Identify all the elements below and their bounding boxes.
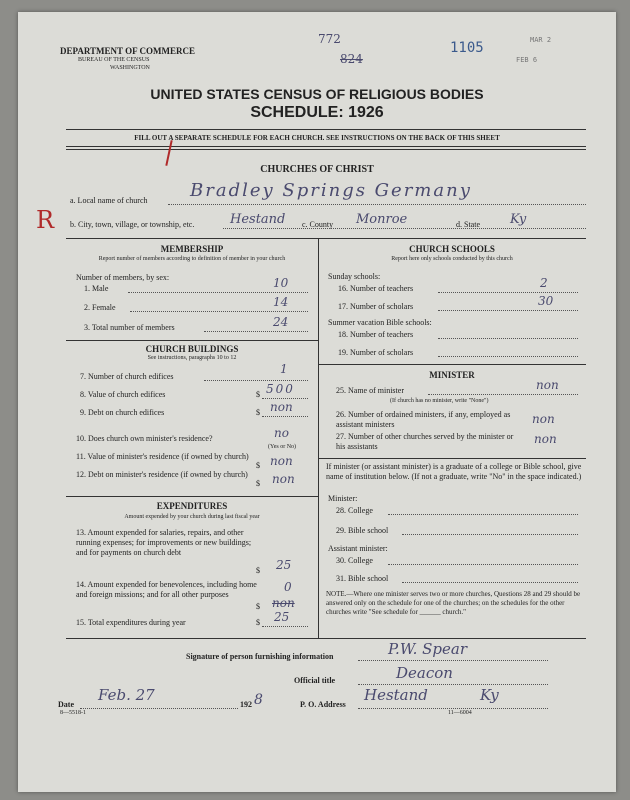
bible-school-2-label: 31. Bible school	[336, 574, 389, 583]
bureau-label: BUREAU OF THE CENSUS	[78, 57, 150, 63]
benevolences-label: 14. Amount expended for benevolences, including home and foreign missions; and for all other purposes	[76, 580, 257, 599]
membership-title: MEMBERSHIP	[160, 244, 224, 254]
schools-note: Report here only schools conducted by this church	[391, 256, 513, 262]
title-schedule: SCHEDULE: 1926	[250, 104, 384, 121]
official-title-value: Deacon	[396, 664, 453, 682]
state-value: Ky	[510, 212, 527, 227]
benevolences-value: 0	[284, 580, 292, 594]
residence-owned-label: 10. Does church own minister's residence?	[76, 434, 213, 443]
year-prefix: 192	[240, 700, 252, 709]
edifice-debt-label: 9. Debt on church edifices	[80, 408, 165, 417]
yes-no-note: (Yes or No)	[268, 444, 297, 450]
summer-scholars-label: 19. Number of scholars	[338, 348, 414, 357]
expenditures-note: Amount expended by your church during last fiscal year	[124, 514, 260, 520]
edifice-value-label: 8. Value of church edifices	[80, 390, 166, 399]
no-minister-note: (If church has no minister, write "None")	[390, 398, 489, 404]
denomination: CHURCHES OF CHRIST	[260, 164, 374, 175]
instruction: FILL OUT A SEPARATE SCHEDULE FOR EACH CHURCH. SEE INSTRUCTIONS ON THE BACK OF THIS SHEET	[134, 134, 500, 142]
edifice-debt-value: non	[270, 400, 293, 414]
state-label: d. State	[456, 220, 480, 229]
census-schedule-page	[18, 12, 616, 792]
running-expenses-label: 13. Amount expended for salaries, repairs, and other running expenses; for improvements or new buildings; and for payments on church debt	[76, 528, 252, 557]
summer-schools-label: Summer vacation Bible schools:	[328, 318, 432, 327]
female-value: 14	[273, 295, 289, 309]
male-label: 1. Male	[84, 284, 109, 293]
assistant-subheading: Assistant minister:	[328, 544, 388, 553]
church-name-value: Bradley Springs Germany	[190, 180, 472, 201]
city-label: WASHINGTON	[110, 65, 150, 71]
assistant-ministers-label: 26. Number of ordained ministers, if any, employed as assistant ministers	[336, 410, 511, 429]
graduate-note: If minister (or assistant minister) is a graduate of a college or Bible school, give name of institution below. (If not a graduate, write "No" in the space indicated.)	[326, 462, 582, 481]
buildings-title: CHURCH BUILDINGS	[145, 344, 239, 354]
sunday-teachers-label: 16. Number of teachers	[338, 284, 414, 293]
summer-teachers-label: 18. Number of teachers	[338, 330, 414, 339]
form-number-2: 11—6004	[448, 710, 472, 716]
dollar-sign-14: $	[256, 602, 260, 611]
city-label-field: b. City, town, village, or township, etc.	[70, 220, 195, 229]
minister-title: MINISTER	[429, 370, 475, 380]
minister-subheading: Minister:	[328, 494, 358, 503]
stamp-date-2: FEB 6	[516, 56, 538, 64]
edifice-value-value: 500	[266, 382, 295, 396]
red-check-mark	[165, 140, 172, 166]
residence-value-value: non	[270, 454, 293, 468]
edifices-label: 7. Number of church edifices	[80, 372, 174, 381]
membership-note: Report number of members according to definition of member in your church	[98, 256, 286, 262]
female-label: 2. Female	[84, 303, 116, 312]
minister-note: NOTE.—Where one minister serves two or more churches, Questions 28 and 29 should be answered only on the schedule for one of the churches; on the schedules for the other churches write "See schedule for ______ church."	[326, 590, 581, 616]
official-title-label: Official title	[294, 676, 336, 685]
sunday-scholars-value: 30	[538, 294, 554, 308]
residence-value-label: 11. Value of minister's residence (if owned by church)	[76, 452, 249, 461]
dollar-sign-12: $	[256, 479, 260, 488]
po-address-value: Hestand	[364, 686, 428, 704]
date-value: Feb. 27	[98, 686, 155, 704]
stamp-number: 1105	[450, 40, 484, 56]
signature-label: Signature of person furnishing information	[186, 652, 334, 661]
year-digit: 8	[254, 692, 263, 708]
members-by-sex: Number of members, by sex:	[76, 273, 170, 282]
total-expenditures-value: 25	[274, 610, 290, 624]
form-number: 8—5518-1	[60, 710, 86, 716]
total-expenditures-label: 15. Total expenditures during year	[76, 618, 186, 627]
sunday-scholars-label: 17. Number of scholars	[338, 302, 414, 311]
assistant-ministers-value: non	[532, 412, 555, 426]
expenditures-title: EXPENDITURES	[156, 501, 228, 511]
total-members-label: 3. Total number of members	[84, 323, 175, 332]
dollar-sign-8: $	[256, 390, 260, 399]
edifices-value: 1	[280, 362, 288, 376]
date-label: Date	[58, 700, 74, 709]
college-2-label: 30. College	[336, 556, 373, 565]
sunday-schools-label: Sunday schools:	[328, 272, 381, 281]
signature-value: P.W. Spear	[388, 640, 468, 658]
sunday-teachers-value: 2	[540, 276, 548, 290]
male-value: 10	[273, 276, 289, 290]
total-members-value: 24	[273, 315, 289, 329]
po-state-value: Ky	[480, 686, 499, 704]
running-expenses-value: 25	[276, 558, 292, 572]
residence-owned-value: no	[274, 426, 289, 440]
bible-school-1-label: 29. Bible school	[336, 526, 389, 535]
benevolences-struck: non	[272, 596, 295, 610]
college-1-label: 28. College	[336, 506, 373, 515]
residence-debt-label: 12. Debt on minister's residence (if owned by church)	[76, 470, 248, 479]
church-name-label: a. Local name of church	[70, 196, 148, 205]
handwritten-number: 772	[318, 32, 341, 46]
dollar-sign-11: $	[256, 461, 260, 470]
dollar-sign-9: $	[256, 408, 260, 417]
county-value: Monroe	[356, 212, 408, 227]
residence-debt-value: non	[272, 472, 295, 486]
county-label: c. County	[302, 220, 334, 229]
dept-label: DEPARTMENT OF COMMERCE	[60, 46, 196, 56]
dollar-sign-15: $	[256, 618, 260, 627]
other-churches-value: non	[534, 432, 557, 446]
stamp-date-1: MAR 2	[530, 36, 552, 44]
minister-name-label: 25. Name of minister	[336, 386, 404, 395]
buildings-note: See instructions, paragraphs 10 to 12	[147, 355, 237, 361]
minister-name-value: non	[536, 378, 559, 392]
schools-title: CHURCH SCHOOLS	[409, 244, 495, 254]
city-value: Hestand	[230, 212, 286, 227]
title-main: UNITED STATES CENSUS OF RELIGIOUS BODIES	[150, 86, 484, 102]
other-churches-label: 27. Number of other churches served by the minister or his assistants	[336, 432, 514, 451]
dollar-sign-13: $	[256, 566, 260, 575]
red-r-mark: R	[36, 206, 55, 234]
struck-number: 824	[340, 52, 363, 66]
po-address-label: P. O. Address	[300, 700, 346, 709]
